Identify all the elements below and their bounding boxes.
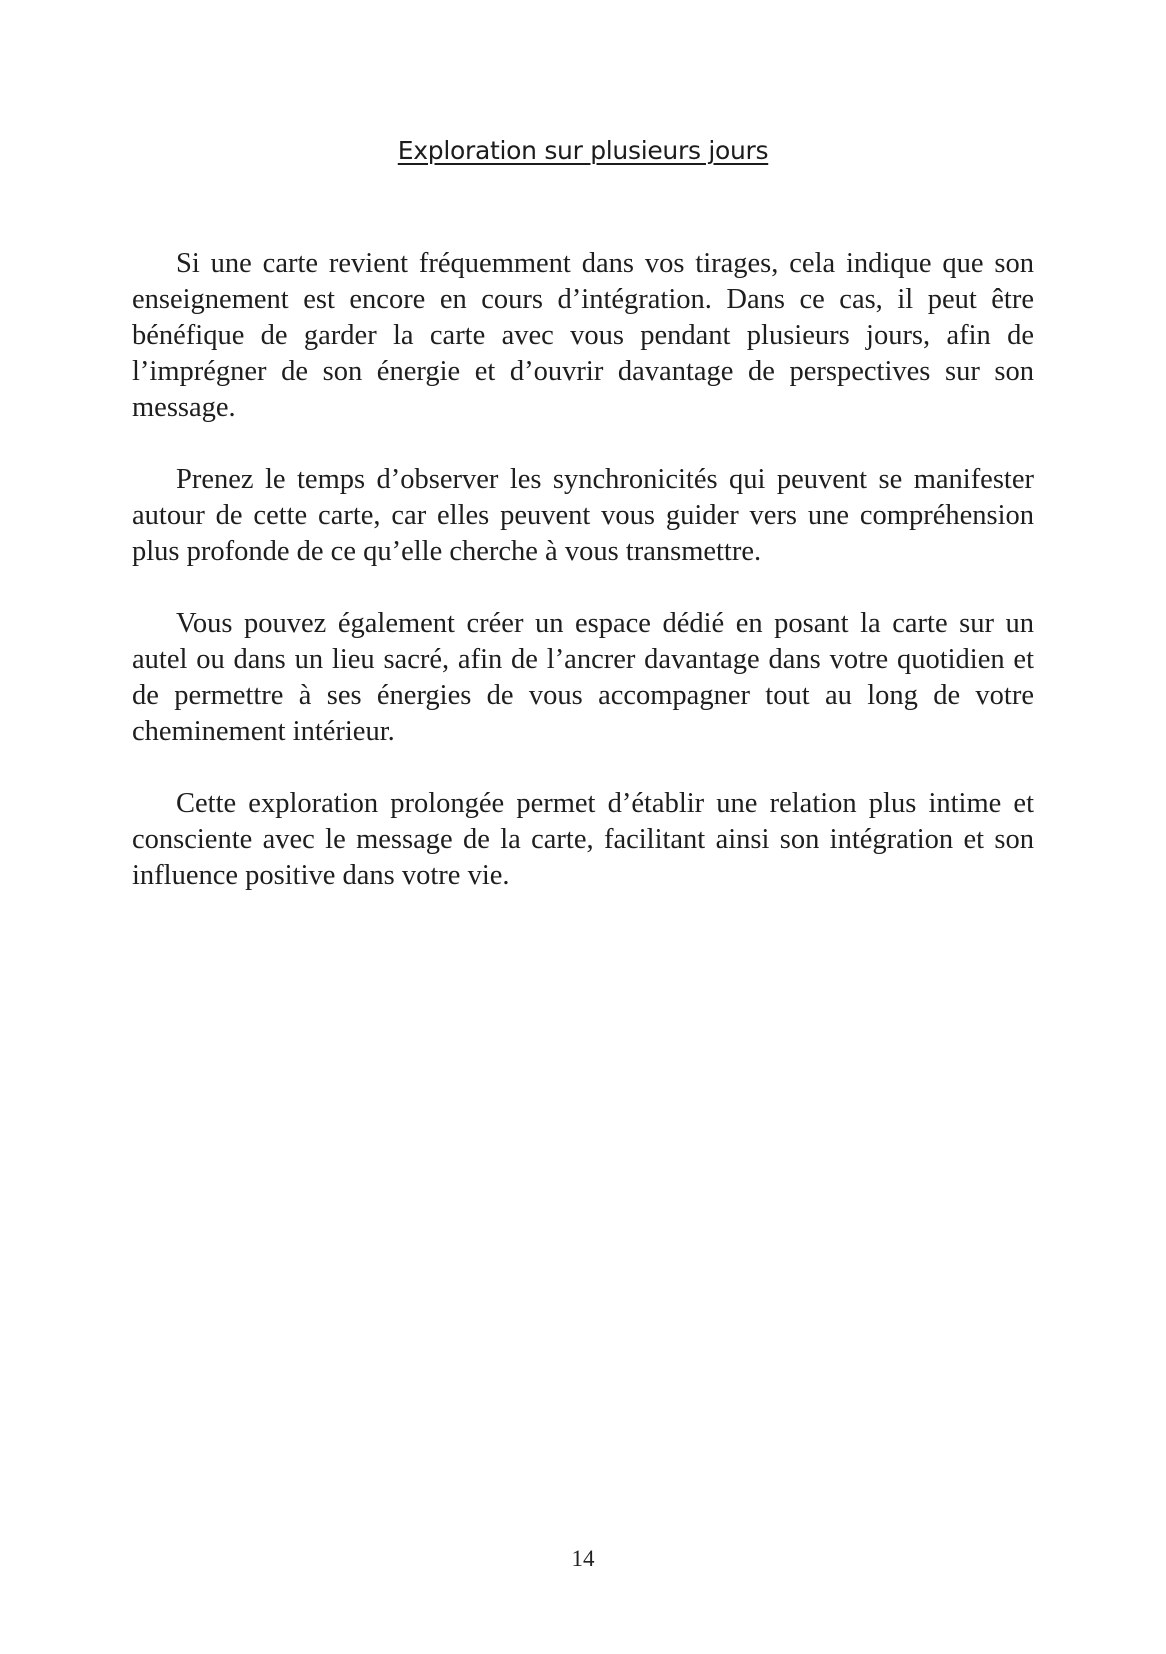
page-title: Exploration sur plusieurs jours	[397, 136, 769, 165]
page-number: 14	[571, 1546, 595, 1571]
paragraph-1: Si une carte revient fréquemment dans vos tirages, cela indique que son enseignement est encore en cours d’intégration. Dans ce cas, il peut être bénéfique de garder la carte avec vous pendant plusieurs jours, afin de l’imprégner de son énergie et d’ouvrir davantage de perspectives sur son message.	[132, 248, 1034, 423]
paragraph-3: Vous pouvez également créer un espace dédié en posant la carte sur un autel ou dans un lieu sacré, afin de l’ancrer davantage dans votre quotidien et de permettre à ses énergies de vous accompagner tout au long de votre cheminement intérieur.	[132, 608, 1034, 747]
paragraph-4: Cette exploration prolongée permet d’établir une relation plus intime et consciente avec le message de la carte, facilitant ainsi son intégration et son influence positive dans votre vie.	[132, 788, 1034, 891]
paragraph-2: Prenez le temps d’observer les synchronicités qui peuvent se manifester autour de cette carte, car elles peuvent vous guider vers une compréhension plus profonde de ce qu’elle cherche à vous transmettre.	[132, 464, 1034, 567]
body-text	[132, 246, 1034, 930]
